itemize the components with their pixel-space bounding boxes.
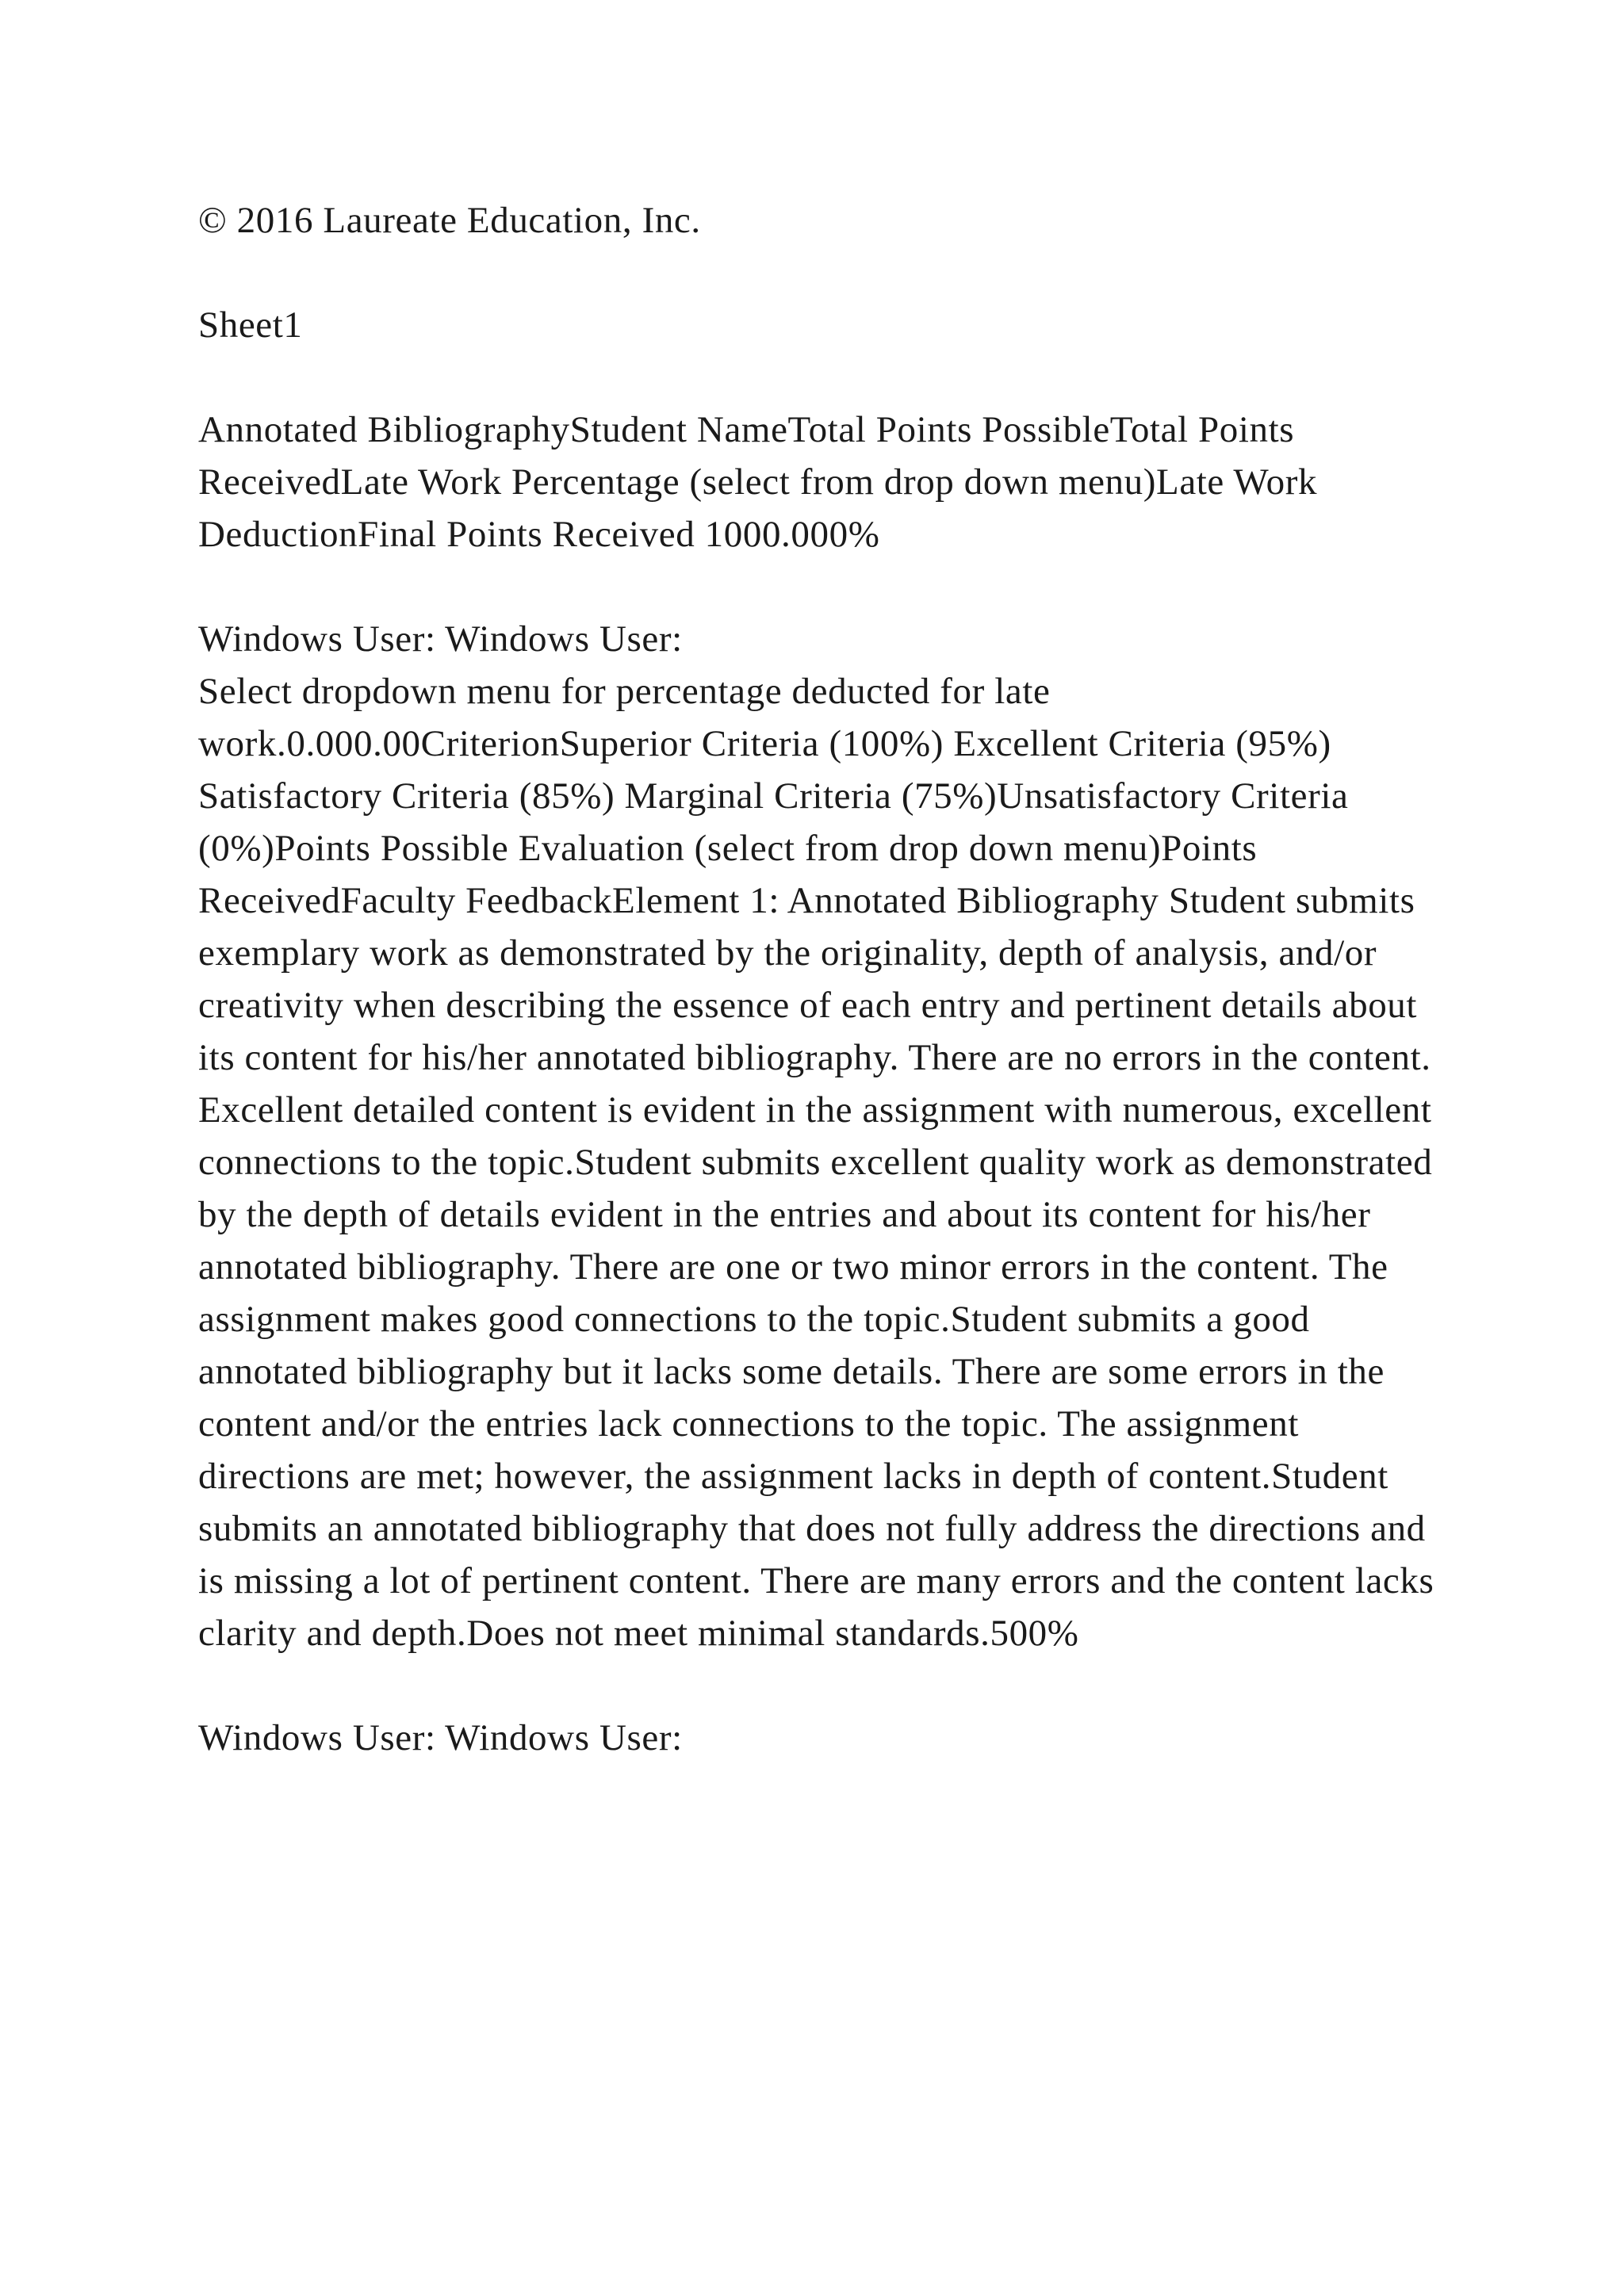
copyright-line: © 2016 Laureate Education, Inc. [198,200,701,241]
document-page [198,194,1451,1816]
sheet-name: Sheet1 [198,304,303,346]
comment-author-1: Windows User: Windows User: [198,618,683,660]
comment-author-2: Windows User: Windows User: [198,1717,683,1758]
rubric-block: Select dropdown menu for percentage deducted for late work.0.000.00CriterionSuperior Criteria (100%) Excellent Criteria (95%) Satisfactory Criteria (85%) Marginal Criteria (75%)Unsatisfactory Criteria (0%)Points Possible Evaluation (select from drop down menu)Points ReceivedFaculty FeedbackElement 1: Annotated Bibliography Student submits exemplary work as demonstrated by the originality, depth of analysis, and/or creativity when describing the essence of each entry and pertinent details about its content for his/her annotated bibliography. There are no errors in the content. Excellent detailed content is evident in the assignment with numerous, excellent connections to the topic.Student submits excellent quality work as demonstrated by the depth of details evident in the entries and about its content for his/her annotated bibliography. There are one or two minor errors in the content. The assignment makes good connections to the topic.Student submits a good annotated bibliography but it lacks some details. There are some errors in the content and/or the entries lack connections to the topic. The assignment directions are met; however, the assignment lacks in depth of content.Student submits an annotated bibliography that does not fully address the directions and is missing a lot of pertinent content. There are many errors and the content lacks clarity and depth.Does not meet minimal standards.500% [198,671,1434,1654]
header-block: Annotated BibliographyStudent NameTotal Points PossibleTotal Points ReceivedLate Work Percentage (select from drop down menu)Late Work DeductionFinal Points Received 1000.000% [198,409,1318,555]
